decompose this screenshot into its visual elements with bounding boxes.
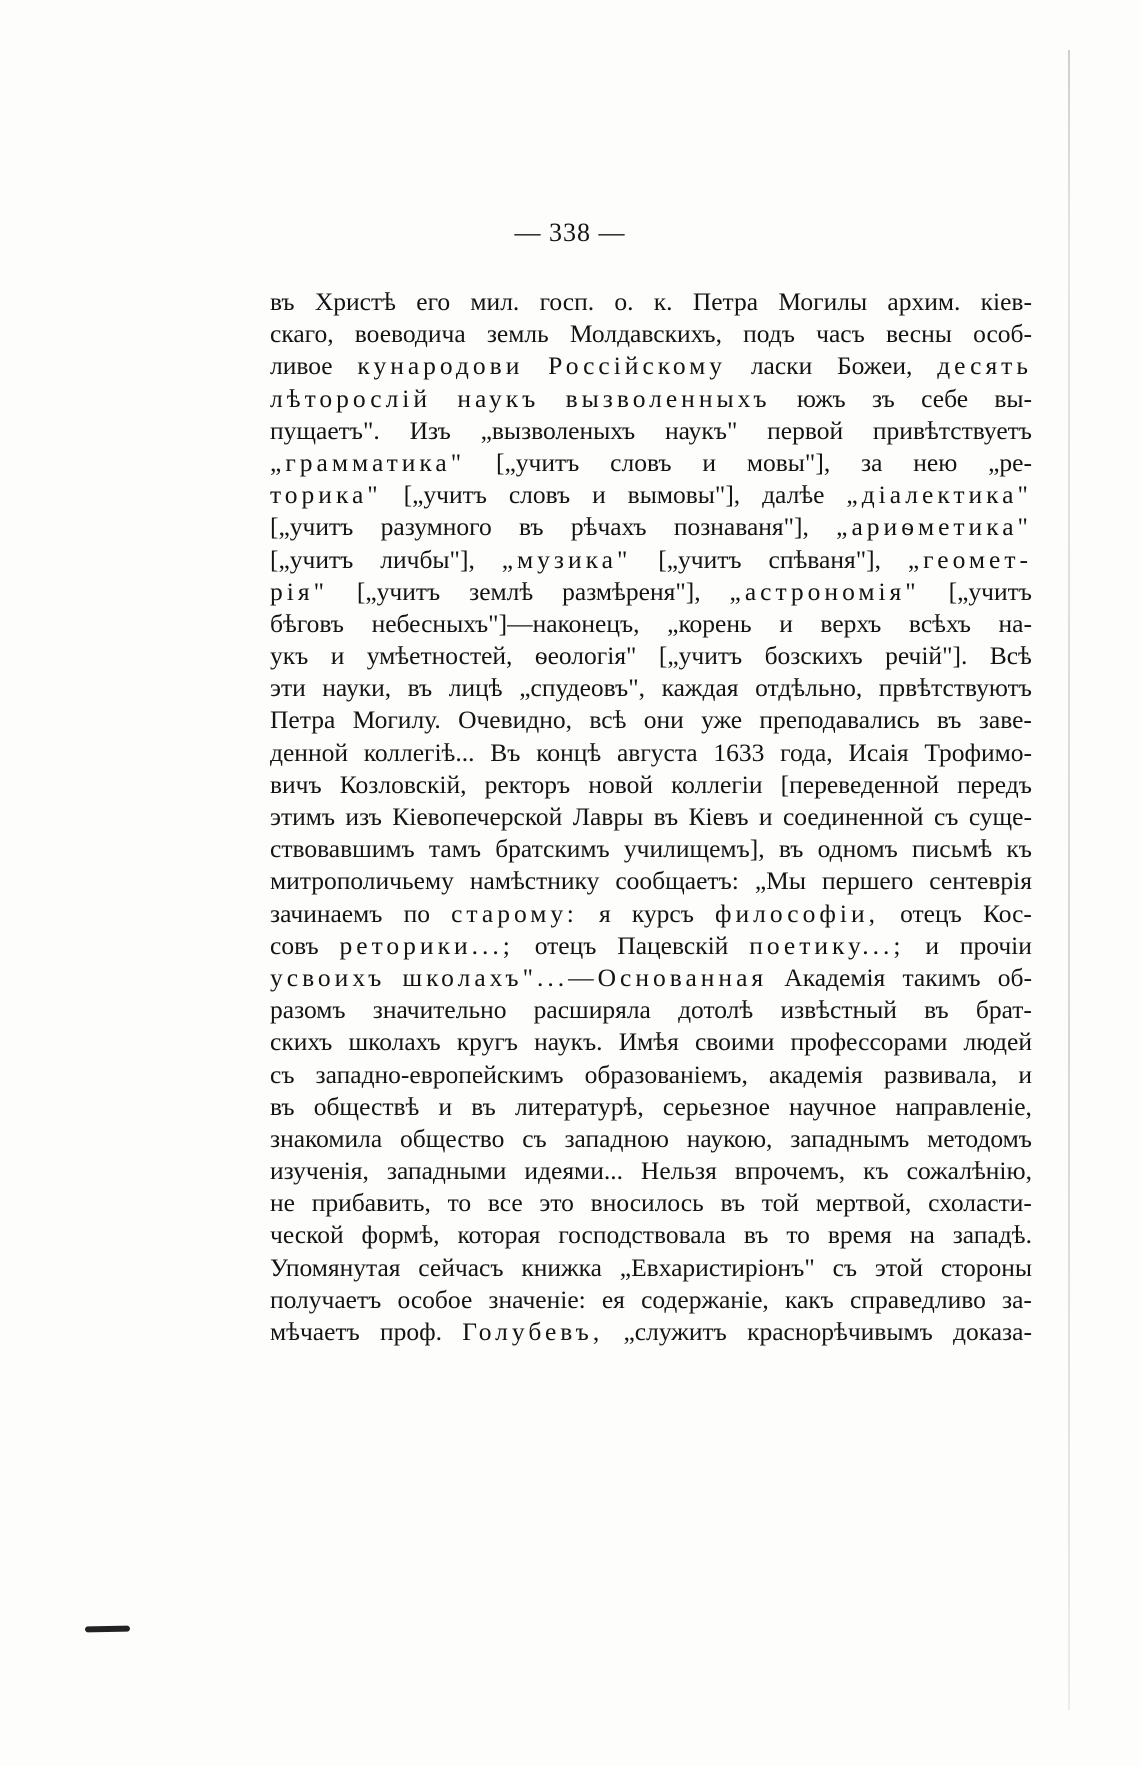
text-word: схоласти-	[928, 1188, 1032, 1218]
text-word: познаваня"],	[673, 512, 809, 542]
text-line	[270, 447, 1032, 479]
text-word: своими	[694, 1027, 775, 1057]
text-word: въ	[270, 287, 295, 316]
text-word: Лавры	[572, 802, 644, 831]
text-word: августа	[616, 737, 698, 767]
text-word: ѳеологія"	[534, 641, 637, 671]
text-word: землѣ	[469, 576, 534, 606]
text-word: часъ	[816, 319, 865, 349]
text-line	[270, 383, 1032, 415]
text-line	[270, 608, 1032, 640]
text-word: подъ	[743, 319, 795, 349]
text-word: к.	[653, 287, 673, 316]
text-line	[270, 576, 1032, 608]
text-word: рія"	[270, 576, 328, 606]
text-word: [„учитъ	[356, 576, 441, 606]
text-word: укъ	[270, 641, 309, 671]
text-word: „музика"	[501, 544, 632, 574]
text-word: первой	[767, 415, 844, 445]
text-word: привѣтствуетъ	[872, 415, 1032, 445]
text-word: этимъ	[270, 802, 336, 831]
text-word: передъ	[957, 769, 1032, 799]
text-line	[270, 801, 1032, 833]
text-word: [„учитъ	[658, 641, 743, 671]
text-word: науки,	[322, 673, 392, 703]
text-word: сентеврія	[929, 866, 1032, 896]
text-word: къ	[1006, 834, 1032, 864]
text-word: реторики...;	[339, 930, 514, 960]
text-word: мѣчаетъ	[270, 1317, 360, 1346]
text-word: прибавить,	[311, 1188, 431, 1218]
text-word: такимъ	[902, 962, 981, 992]
text-word: госп.	[539, 287, 595, 316]
text-word: профессорами	[790, 1027, 948, 1057]
text-word: которая	[457, 1220, 541, 1250]
text-line	[270, 350, 1032, 382]
text-word: „ариѳметика"	[836, 512, 1032, 542]
text-word: справедливо	[850, 1284, 986, 1314]
text-word: Въ	[490, 737, 521, 767]
text-word: Божеи,	[837, 351, 913, 381]
text-word: [„учитъ	[270, 544, 354, 574]
text-line	[270, 1123, 1032, 1155]
text-word: поетику...;	[749, 930, 905, 960]
text-word: сообщаетъ:	[615, 866, 739, 896]
text-word: Христѣ	[314, 287, 396, 316]
text-word: „діалектика"	[846, 480, 1032, 510]
text-word: впрочемъ,	[734, 1156, 846, 1186]
text-word: значительно	[372, 995, 507, 1025]
text-word: об-	[997, 962, 1032, 992]
text-word: кіев-	[980, 287, 1032, 316]
text-word: и	[925, 930, 939, 960]
text-word: спѣваня"],	[768, 544, 881, 574]
text-word: я	[598, 898, 611, 928]
text-word: себе	[921, 383, 969, 413]
text-word: Молдавскихъ,	[569, 319, 722, 349]
text-line	[270, 286, 1032, 318]
text-line	[270, 769, 1032, 801]
text-word: лицѣ	[448, 673, 503, 703]
text-word: господствовала	[558, 1220, 726, 1250]
text-word: наукъ	[457, 383, 540, 413]
text-word: новой	[588, 769, 653, 799]
text-word: по	[403, 898, 430, 928]
body-text	[270, 286, 1032, 1348]
text-word: ея	[601, 1284, 625, 1314]
text-line	[270, 318, 1032, 350]
text-word: „грамматика"	[270, 447, 466, 477]
text-word: лѣторослій	[270, 383, 432, 413]
text-line	[270, 1316, 1032, 1348]
text-word: зачинаемъ	[270, 898, 383, 928]
text-word: въ	[936, 705, 962, 735]
text-word: въ	[519, 512, 544, 542]
text-word: дотолѣ	[678, 995, 754, 1025]
text-word: разумного	[380, 512, 492, 542]
text-word: Россійскому	[548, 351, 727, 381]
text-word: извѣстный	[780, 995, 897, 1025]
text-word: првѣтствуютъ	[878, 673, 1032, 703]
text-line	[270, 994, 1032, 1026]
text-line	[270, 640, 1032, 672]
text-word: какъ	[784, 1284, 834, 1314]
text-word: ствовавшимъ	[270, 834, 415, 864]
text-word: отецъ	[900, 898, 962, 928]
text-word: всѣ	[589, 705, 627, 735]
text-word: эти	[270, 673, 306, 703]
text-word: 1633	[713, 737, 765, 767]
text-word: нею	[913, 447, 958, 477]
text-line	[270, 415, 1032, 447]
text-word: они	[643, 705, 684, 735]
text-word: Изъ	[409, 415, 451, 445]
text-word: пущаетъ".	[270, 415, 380, 445]
text-word: размѣреня"],	[562, 576, 701, 606]
text-word: зъ	[872, 383, 895, 413]
text-word: книжка	[521, 1252, 602, 1282]
text-word: въ	[778, 834, 804, 864]
text-word: коллегіѣ...	[363, 737, 475, 767]
text-line	[270, 511, 1032, 543]
text-word: ческой	[270, 1220, 344, 1250]
text-word: кународови	[357, 351, 524, 381]
text-word: [„учитъ	[495, 447, 580, 477]
text-word: той	[761, 1188, 800, 1218]
text-word: скихъ	[270, 1027, 333, 1057]
text-word: „спудеовъ",	[519, 673, 646, 703]
text-word: бозскихъ	[764, 641, 863, 671]
ink-smudge	[85, 1626, 130, 1633]
page-number: — 338 —	[514, 218, 626, 247]
text-word: умѣетностей,	[366, 641, 513, 671]
text-word: личбы"],	[380, 544, 475, 574]
text-word: въ	[270, 1091, 295, 1121]
text-word: литературѣ,	[514, 1091, 644, 1121]
text-word: сейчасъ	[418, 1252, 504, 1282]
text-line	[270, 865, 1032, 897]
text-word: преподавались	[759, 705, 920, 735]
text-word: не	[270, 1188, 295, 1218]
text-word: „ре-	[988, 447, 1032, 477]
text-word: это	[539, 1188, 574, 1218]
text-word: Пацевскій	[617, 930, 729, 960]
text-word: ливое	[270, 351, 333, 381]
text-word: усвоихъ	[270, 962, 386, 992]
text-word: и	[758, 802, 773, 831]
text-word: за-	[1002, 1284, 1032, 1314]
text-word: направленіе,	[895, 1091, 1032, 1121]
text-word: „геомет-	[907, 544, 1032, 574]
text-word: особое	[397, 1284, 473, 1314]
text-word: [„учитъ	[658, 544, 742, 574]
text-word: верхъ	[820, 608, 882, 638]
text-word: и	[438, 1091, 453, 1121]
text-word: и	[779, 608, 793, 638]
text-word: особ-	[973, 319, 1032, 349]
text-word: вызволенныхъ	[565, 383, 771, 413]
text-word: года,	[780, 737, 833, 767]
text-word: десять	[937, 351, 1032, 381]
text-word: за	[861, 447, 883, 477]
text-word: брат-	[975, 995, 1032, 1025]
text-word: вымовы"],	[627, 480, 741, 510]
text-word: „астрономія"	[729, 576, 920, 606]
text-word: въ	[720, 1188, 746, 1218]
text-word: [„учитъ	[270, 512, 354, 542]
text-word: Кіевопечерской	[392, 802, 563, 831]
text-word: знакомила	[270, 1123, 383, 1153]
text-word: изъ	[345, 802, 382, 831]
text-word: вичъ	[270, 769, 322, 799]
text-word: изученія,	[270, 1156, 369, 1186]
text-word: въ	[924, 995, 949, 1025]
text-word: школахъ	[348, 1027, 441, 1057]
text-word: першего	[822, 866, 914, 896]
text-word: академія	[768, 1059, 863, 1089]
text-word: весны	[885, 319, 952, 349]
text-word: курсъ	[631, 898, 694, 928]
text-line	[270, 1187, 1032, 1219]
text-word: и	[592, 480, 606, 510]
text-word: Имѣя	[618, 1027, 679, 1057]
text-line	[270, 1219, 1032, 1251]
text-word: и	[330, 641, 345, 671]
text-word: о.	[614, 287, 634, 316]
text-word: коллегіи	[671, 769, 763, 799]
text-line	[270, 737, 1032, 769]
text-line	[270, 704, 1032, 736]
text-word: все	[487, 1188, 523, 1218]
text-word: отдѣльно,	[755, 673, 863, 703]
text-word: расширяла	[533, 995, 651, 1025]
text-word: училищемъ],	[623, 834, 765, 864]
text-word: получаетъ	[270, 1284, 382, 1314]
text-word: западнымъ	[790, 1123, 910, 1153]
text-word: западно-европейскимъ	[315, 1059, 564, 1089]
text-word: сожалѣнію,	[906, 1156, 1032, 1186]
text-word: ректоръ	[484, 769, 571, 799]
text-word: въ	[653, 802, 679, 831]
page-edge-shadow	[1068, 50, 1070, 1710]
text-word: проф.	[380, 1317, 443, 1346]
text-word: наукъ.	[534, 1027, 603, 1057]
text-word: съ	[522, 1123, 547, 1153]
text-word: речій"].	[885, 641, 968, 671]
text-word: южъ	[796, 383, 846, 413]
text-word: Очевидно,	[458, 705, 573, 735]
text-line	[270, 1091, 1032, 1123]
text-word: соединенной	[782, 802, 924, 831]
text-word: „служитъ	[623, 1317, 727, 1346]
text-word: Упомянутая	[270, 1252, 401, 1282]
text-word: совъ	[270, 930, 319, 960]
text-word: Кіевъ	[688, 802, 749, 831]
text-word: школахъ"...—Основанная	[402, 962, 768, 992]
text-word: мертвой,	[815, 1188, 912, 1218]
text-word: Исаія	[848, 737, 909, 767]
text-word: суще-	[968, 802, 1032, 831]
text-word: прочіи	[959, 930, 1032, 960]
text-word: идеями...	[524, 1156, 623, 1186]
text-line	[270, 1059, 1032, 1091]
text-word: Академія	[784, 962, 886, 992]
text-word: вы-	[994, 383, 1032, 413]
text-line	[270, 1284, 1032, 1316]
text-word: развивала,	[883, 1059, 998, 1089]
text-word: старому:	[451, 898, 578, 928]
text-word: бѣговъ	[270, 608, 344, 638]
text-word: Трофимо-	[924, 737, 1032, 767]
text-word: братскимъ	[495, 834, 610, 864]
text-word: денной	[270, 737, 348, 767]
text-word: „корень	[667, 608, 752, 638]
text-word: серьезное	[662, 1091, 770, 1121]
text-word: философіи,	[715, 898, 879, 928]
text-word: земль	[486, 319, 549, 349]
text-word: намѣстнику	[469, 866, 600, 896]
text-word: „Мы	[754, 866, 806, 896]
text-line	[270, 479, 1032, 511]
text-word: Петра	[692, 287, 759, 316]
text-line	[270, 1155, 1032, 1187]
text-line	[270, 672, 1032, 704]
text-word: вносилось	[590, 1188, 704, 1218]
text-word: словъ	[508, 480, 571, 510]
text-word: Голубевъ,	[462, 1317, 604, 1346]
text-line	[270, 1026, 1032, 1058]
text-word: всѣхъ	[908, 608, 971, 638]
text-word: Нельзя	[640, 1156, 717, 1186]
text-word: въ	[743, 1220, 769, 1250]
text-word: краснорѣчивымъ	[747, 1317, 933, 1346]
text-word: далѣе	[762, 480, 825, 510]
text-word: то	[786, 1220, 810, 1250]
text-word: каждая	[661, 673, 739, 703]
text-word: ласки	[750, 351, 813, 381]
text-word: „Евхаристиріонъ"	[619, 1252, 815, 1282]
text-word: тамъ	[428, 834, 482, 864]
text-word: одномъ	[817, 834, 898, 864]
text-word: заве-	[978, 705, 1032, 735]
text-line	[270, 930, 1032, 962]
text-word: Петра	[270, 705, 336, 735]
text-word: воеводича	[354, 319, 466, 349]
text-word: Козловскій,	[339, 769, 467, 799]
text-word: формѣ,	[361, 1220, 440, 1250]
text-word: рѣчахъ	[570, 512, 647, 542]
text-line	[270, 898, 1032, 930]
text-word: Всѣ	[989, 641, 1032, 671]
text-line	[270, 833, 1032, 865]
text-word: методомъ	[927, 1123, 1032, 1153]
text-word: отецъ	[534, 930, 597, 960]
text-word: въ	[407, 673, 433, 703]
text-word: „вызволеныхъ	[480, 415, 636, 445]
text-word: [„учитъ	[948, 576, 1032, 606]
text-line	[270, 544, 1032, 576]
text-word: съ	[270, 1059, 295, 1089]
text-word: на	[909, 1220, 935, 1250]
text-word: наукою,	[686, 1123, 773, 1153]
text-word: обществѣ	[313, 1091, 420, 1121]
text-word: западною	[564, 1123, 669, 1153]
text-word: Могилы	[778, 287, 868, 316]
text-word: [„учитъ	[403, 480, 487, 510]
text-word: западѣ.	[952, 1220, 1032, 1250]
text-word: къ	[863, 1156, 889, 1186]
text-word: скаго,	[270, 319, 334, 349]
text-word: уже	[701, 705, 743, 735]
text-word: на-	[998, 608, 1032, 638]
text-line	[270, 1252, 1032, 1284]
text-word: доказа-	[953, 1317, 1032, 1346]
text-word: торика"	[270, 480, 382, 510]
text-word: западными	[386, 1156, 507, 1186]
text-word: время	[827, 1220, 892, 1250]
text-word: мовы"],	[746, 447, 831, 477]
text-word: содержаніе,	[641, 1284, 769, 1314]
text-word: его	[416, 287, 451, 316]
text-word: наукъ"	[664, 415, 738, 445]
text-word: научное	[789, 1091, 877, 1121]
text-word: словъ	[610, 447, 672, 477]
text-word: кругъ	[456, 1027, 518, 1057]
text-word: съ	[832, 1252, 858, 1282]
text-word: стороны	[940, 1252, 1032, 1282]
text-word: общество	[400, 1123, 505, 1153]
text-word: [переведенной	[780, 769, 939, 799]
text-word: въ	[471, 1091, 496, 1121]
text-word: письмѣ	[911, 834, 993, 864]
text-word: то	[447, 1188, 472, 1218]
text-word: митрополичьему	[270, 866, 454, 896]
text-word: разомъ	[270, 995, 346, 1025]
text-word: и	[702, 447, 717, 477]
text-word: Могилу.	[352, 705, 441, 735]
text-word: съ	[933, 802, 959, 831]
text-word: этой	[874, 1252, 924, 1282]
text-word: архим.	[887, 287, 961, 316]
text-word: образованіемъ,	[584, 1059, 748, 1089]
text-word: мил.	[470, 287, 520, 316]
text-line	[270, 962, 1032, 994]
text-word: и	[1018, 1059, 1032, 1089]
text-word: концѣ	[536, 737, 602, 767]
text-word: Кос-	[982, 898, 1032, 928]
text-word: небесныхъ"]—наконецъ,	[371, 608, 640, 638]
text-word: людей	[963, 1027, 1032, 1057]
text-word: значеніе:	[488, 1284, 586, 1314]
